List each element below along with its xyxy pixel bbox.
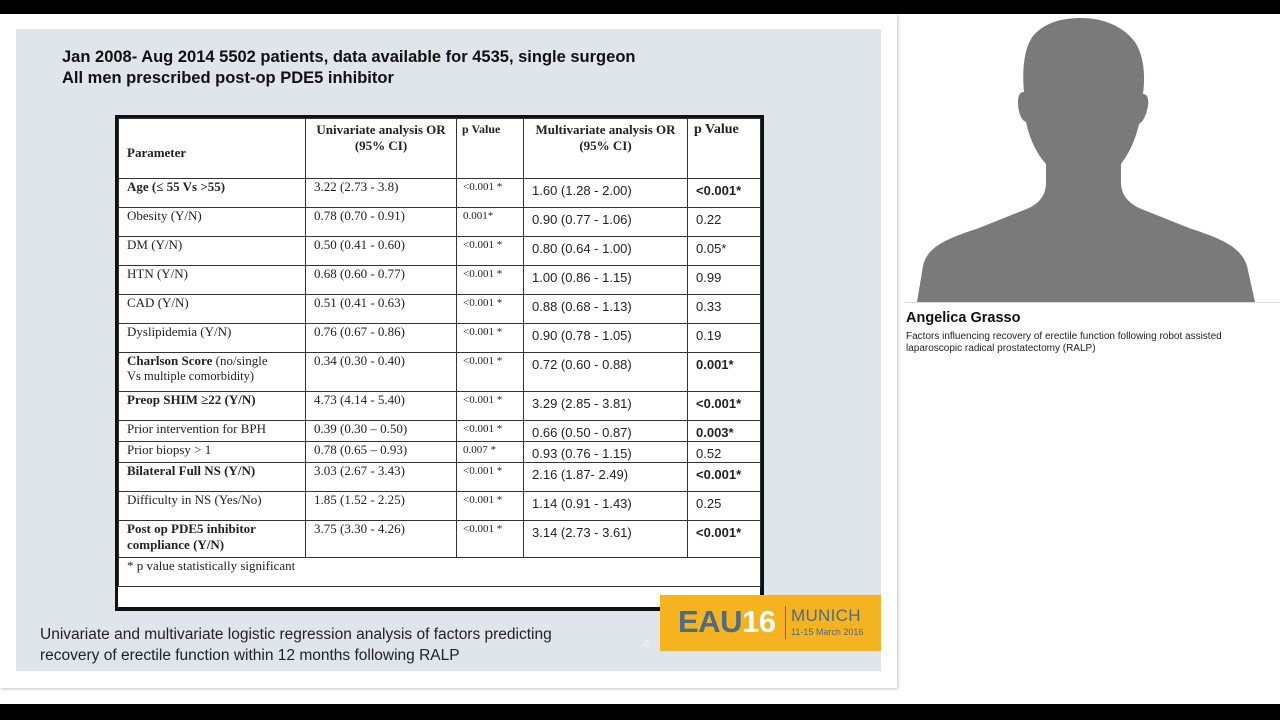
cell-parameter: Prior intervention for BPH — [119, 421, 306, 442]
table-row — [119, 492, 761, 521]
cell-parameter: Age (≤ 55 Vs >55) — [119, 179, 306, 208]
cell-p-multivariate: <0.001* — [688, 179, 761, 208]
cell-p-univariate: 0.007 * — [457, 442, 524, 463]
cell-p-univariate: <0.001 * — [457, 463, 524, 492]
results-table-frame — [115, 115, 764, 611]
cell-p-multivariate: 0.33 — [688, 295, 761, 324]
logo-city: MUNICH — [791, 606, 861, 625]
table-row — [119, 421, 761, 442]
cell-univariate: 0.78 (0.65 – 0.93) — [306, 442, 457, 463]
logo-eau-text: EAU — [678, 604, 742, 639]
slide-title-line-2: All men prescribed post-op PDE5 inhibitor — [62, 69, 394, 87]
cell-multivariate: 1.60 (1.28 - 2.00) — [524, 179, 688, 208]
table-header-row — [119, 119, 761, 179]
cell-multivariate: 0.90 (0.77 - 1.06) — [524, 208, 688, 237]
parameter-note: (no/single — [215, 353, 268, 368]
logo-dates: 11-15 March 2016 — [791, 627, 864, 637]
cell-parameter: Prior biopsy > 1 — [119, 442, 306, 463]
cell-univariate: 0.50 (0.41 - 0.60) — [306, 237, 457, 266]
cell-parameter — [119, 353, 306, 392]
table-row — [119, 521, 761, 558]
cell-parameter: Post op PDE5 inhibitor compliance (Y/N) — [119, 521, 306, 558]
table-row — [119, 442, 761, 463]
cell-multivariate: 2.16 (1.87- 2.49) — [524, 463, 688, 492]
cell-p-multivariate: 0.52 — [688, 442, 761, 463]
logo-divider — [785, 606, 786, 639]
cell-p-univariate: <0.001 * — [457, 237, 524, 266]
table-row — [119, 208, 761, 237]
cell-multivariate: 1.14 (0.91 - 1.43) — [524, 492, 688, 521]
cell-parameter: Preop SHIM ≥22 (Y/N) — [119, 392, 306, 421]
table-footnote: * p value statistically significant — [119, 558, 761, 587]
table-row — [119, 324, 761, 353]
cell-p-multivariate: 0.25 — [688, 492, 761, 521]
cell-univariate: 1.85 (1.52 - 2.25) — [306, 492, 457, 521]
header-multivariate: Multivariate analysis OR (95% CI) — [524, 119, 688, 179]
cell-parameter: Bilateral Full NS (Y/N) — [119, 463, 306, 492]
cell-p-multivariate: 0.19 — [688, 324, 761, 353]
parameter-subtext: Vs multiple comorbidity) — [127, 369, 255, 383]
cell-p-univariate: <0.001 * — [457, 324, 524, 353]
cell-p-univariate: <0.001 * — [457, 295, 524, 324]
cell-p-multivariate: 0.05* — [688, 237, 761, 266]
cell-parameter: HTN (Y/N) — [119, 266, 306, 295]
cell-multivariate: 0.90 (0.78 - 1.05) — [524, 324, 688, 353]
logo-year-text: 16 — [741, 604, 776, 639]
cell-univariate: 0.78 (0.70 - 0.91) — [306, 208, 457, 237]
cell-p-univariate: <0.001 * — [457, 521, 524, 558]
cell-multivariate: 3.14 (2.73 - 3.61) — [524, 521, 688, 558]
cell-univariate: 0.34 (0.30 - 0.40) — [306, 353, 457, 392]
cell-parameter: Dyslipidemia (Y/N) — [119, 324, 306, 353]
cell-multivariate: 0.72 (0.60 - 0.88) — [524, 353, 688, 392]
eau16-munich-logo — [660, 595, 881, 651]
table-row — [119, 237, 761, 266]
cell-parameter: CAD (Y/N) — [119, 295, 306, 324]
cell-univariate: 3.03 (2.67 - 3.43) — [306, 463, 457, 492]
header-p-value-univariate: p Value — [457, 119, 524, 179]
cell-parameter: Obesity (Y/N) — [119, 208, 306, 237]
slide-caption-line-1: Univariate and multivariate logistic regression analysis of factors predicting — [40, 626, 552, 643]
table-row — [119, 179, 761, 208]
header-parameter: Parameter — [119, 119, 306, 179]
cell-univariate: 0.76 (0.67 - 0.86) — [306, 324, 457, 353]
cell-p-univariate: <0.001 * — [457, 421, 524, 442]
table-row — [119, 463, 761, 492]
cell-p-univariate: 0.001* — [457, 208, 524, 237]
table-row — [119, 353, 761, 392]
bottom-letterbox-bar — [0, 704, 1280, 720]
slide-title — [62, 47, 635, 89]
cell-p-univariate: <0.001 * — [457, 392, 524, 421]
cell-multivariate: 0.93 (0.76 - 1.15) — [524, 442, 688, 463]
speaker-video-panel — [905, 14, 1280, 304]
header-p-value-multivariate: p Value — [688, 119, 761, 179]
slide-caption-line-2: recovery of erectile function within 12 months following RALP — [40, 647, 460, 664]
cell-p-multivariate: <0.001* — [688, 392, 761, 421]
table-footnote-row — [119, 558, 761, 587]
talk-title: Factors influencing recovery of erectile function following robot assisted laparoscopic radical prostatectomy (RALP) — [906, 331, 1222, 354]
cell-univariate: 3.75 (3.30 - 4.26) — [306, 521, 457, 558]
cell-p-univariate: <0.001 * — [457, 179, 524, 208]
logo-wordmark — [678, 604, 775, 640]
cell-p-multivariate: 0.99 — [688, 266, 761, 295]
cell-univariate: 4.73 (4.14 - 5.40) — [306, 392, 457, 421]
table-row — [119, 392, 761, 421]
cell-p-univariate: <0.001 * — [457, 492, 524, 521]
cell-univariate: 0.68 (0.60 - 0.77) — [306, 266, 457, 295]
copyright-mark: © — [643, 639, 651, 650]
speaker-name: Angelica Grasso — [906, 310, 1021, 326]
cell-univariate: 3.22 (2.73 - 3.8) — [306, 179, 457, 208]
cell-multivariate: 0.80 (0.64 - 1.00) — [524, 237, 688, 266]
cell-univariate: 0.39 (0.30 – 0.50) — [306, 421, 457, 442]
cell-p-univariate: <0.001 * — [457, 266, 524, 295]
person-silhouette-icon — [905, 14, 1280, 302]
table-row — [119, 295, 761, 324]
regression-results-table — [118, 118, 761, 587]
cell-p-multivariate: <0.001* — [688, 521, 761, 558]
cell-parameter: DM (Y/N) — [119, 237, 306, 266]
cell-p-multivariate: 0.22 — [688, 208, 761, 237]
cell-p-multivariate: 0.001* — [688, 353, 761, 392]
presentation-slide — [16, 29, 881, 671]
cell-univariate: 0.51 (0.41 - 0.63) — [306, 295, 457, 324]
cell-p-multivariate: 0.003* — [688, 421, 761, 442]
top-letterbox-bar — [0, 0, 1280, 14]
slide-caption — [40, 624, 552, 666]
table-row — [119, 266, 761, 295]
header-univariate: Univariate analysis OR (95% CI) — [306, 119, 457, 179]
cell-multivariate: 3.29 (2.85 - 3.81) — [524, 392, 688, 421]
slide-title-line-1: Jan 2008- Aug 2014 5502 patients, data available for 4535, single surgeon — [62, 48, 636, 66]
cell-p-univariate: <0.001 * — [457, 353, 524, 392]
cell-parameter: Difficulty in NS (Yes/No) — [119, 492, 306, 521]
cell-p-multivariate: <0.001* — [688, 463, 761, 492]
parameter-name: Charlson Score — [127, 353, 213, 368]
cell-multivariate: 1.00 (0.86 - 1.15) — [524, 266, 688, 295]
cell-multivariate: 0.88 (0.68 - 1.13) — [524, 295, 688, 324]
cell-multivariate: 0.66 (0.50 - 0.87) — [524, 421, 688, 442]
speaker-photo-placeholder — [905, 14, 1280, 303]
